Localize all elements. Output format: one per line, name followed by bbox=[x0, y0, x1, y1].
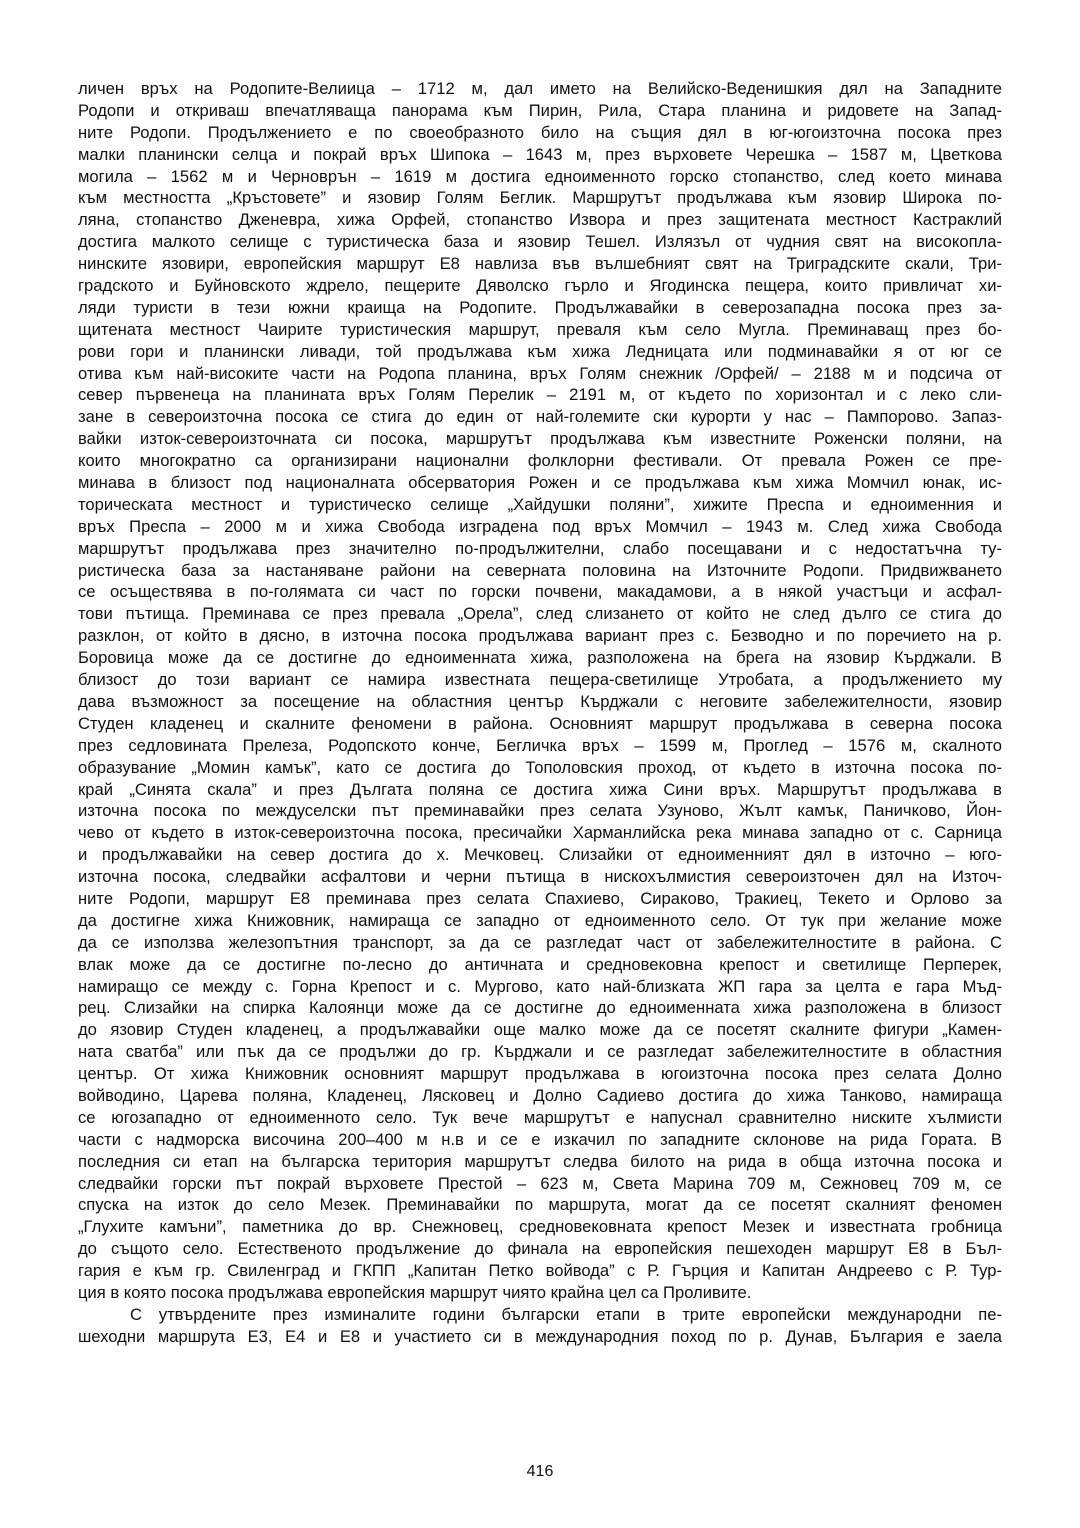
paragraph-1-line: влак може да се достигне по-лесно до античната и средновековна крепост и светилище Перперек, bbox=[78, 954, 1002, 974]
paragraph-1-line: близост до този вариант се намира известната пещера-светилище Утробата, а продължението му bbox=[78, 670, 1002, 690]
paragraph-1-line: гария е към гр. Свиленград и ГКПП „Капитан Петко войвода” с Р. Гърция и Капитан Андреево с Р. Тур- bbox=[78, 1261, 1002, 1281]
paragraph-1-line: източна посока по междуселски път преминавайки през селата Узуново, Жълт камък, Паничково, Йон- bbox=[78, 801, 1002, 821]
paragraph-1-line: ристическа база за настаняване райони на северната половина на Източните Родопи. Придвижването bbox=[78, 560, 1002, 580]
paragraph-1-line: личен връх на Родопите-Велиица – 1712 м, дал името на Велийско-Веденишкия дял на Западните bbox=[78, 79, 1002, 98]
paragraph-1-line: се осъществява в по-голямата си част по горски почвени, макадамови, а в някой участъци и асфал- bbox=[78, 582, 1002, 602]
paragraph-1-line: връх Преспа – 2000 м и хижа Свобода изградена под връх Момчил – 1943 м. След хижа Свобода bbox=[78, 516, 1002, 536]
paragraph-1-line: Студен кладенец и скалните феномени в района. Основният маршрут продължава в северна посока bbox=[78, 713, 1002, 733]
paragraph-1-line: до язовир Студен кладенец, а продължавайки още малко може да се посетят скалните фигури „Камен- bbox=[78, 1020, 1002, 1040]
paragraph-1-line: вайки изток-североизточната си посока, маршрутът продължава към известните Роженски поляни, на bbox=[78, 429, 1002, 449]
paragraph-1-line: разклон, от който в дясно, в източна посока продължава вариант през с. Безводно и по поречието на р. bbox=[78, 626, 1002, 646]
paragraph-1-line: дава възможност за посещение на областния център Кърджали с неговите забележителности, язовир bbox=[78, 691, 1002, 711]
paragraph-1-line: север първенеца на планината връх Голям Перелик – 2191 м, от където по хоризонтал и с леко сли- bbox=[78, 385, 1002, 405]
paragraph-1-line: Боровица може да се достигне до едноименната хижа, разположена на брега на язовир Кърджали. В bbox=[78, 648, 1002, 668]
paragraph-1-line: зане в североизточна посока се стига до един от най-големите ски курорти у нас – Пампорово. Запаз- bbox=[78, 407, 1002, 427]
paragraph-1-line: да достигне хижа Книжовник, намираща се западно от едноименното село. От тук при желание може bbox=[78, 910, 1002, 930]
paragraph-1-line: могила – 1562 м и Черноврън – 1619 м достига едноименното горско стопанство, след което минава bbox=[78, 166, 1002, 186]
paragraph-1-line: градското и Буйновското ждрело, пещерите Дяволско гърло и Ягодинска пещера, които привличат хи- bbox=[78, 276, 1002, 296]
paragraph-1-line: малки планински селца и покрай връх Шипока – 1643 м, през върховете Черешка – 1587 м, Цветкова bbox=[78, 144, 1002, 164]
paragraph-1-line: минава в близост под националната обсерватория Рожен и се продължава към хижа Момчил юнак, ис- bbox=[78, 473, 1002, 493]
paragraph-1-line: ляна, стопанство Дженевра, хижа Орфей, стопанство Извора и през защитената местност Кастраклий bbox=[78, 210, 1002, 230]
paragraph-1-line: да се използва железопътния транспорт, за да се разгледат част от забележителностите в района. С bbox=[78, 932, 1002, 952]
paragraph-1-line: войводино, Царева поляна, Кладенец, Лясковец и Долно Садиево достига до хижа Танково, намираща bbox=[78, 1085, 1002, 1105]
paragraph-1-line: и продължавайки на север достига до х. Мечковец. Слизайки от едноименният дял в източно – юго- bbox=[78, 845, 1002, 865]
paragraph-1-line: торическата местност и туристическо селище „Хайдушки поляни”, хижите Преспа и едноименния и bbox=[78, 494, 1002, 514]
paragraph-1-line: ните Родопи. Продължението е по своеобразното било на същия дял в юг-югоизточна посока през bbox=[78, 122, 1002, 142]
paragraph-1-line: източна посока, следвайки асфалтови и черни пътища в нискохълмистия североизточен дял на Източ- bbox=[78, 867, 1002, 887]
paragraph-1-line: „Глухите камъни”, паметника до вр. Снежновец, средновековната крепост Мезек и известната гробница bbox=[78, 1217, 1002, 1237]
paragraph-1-line: маршрутът продължава през значително по-продължителни, слабо посещавани и с недостатъчна ту- bbox=[78, 538, 1002, 558]
paragraph-1-line: които многократно са организирани национални фолклорни фестивали. От превала Рожен се пре- bbox=[78, 451, 1002, 471]
paragraph-1-line: рови гори и планински ливади, той продължава към хижа Ледницата или подминавайки я от юг се bbox=[78, 341, 1002, 361]
paragraph-1-line: намиращо се между с. Горна Крепост и с. Мургово, като най-близката ЖП гара за целта е гара Мъд- bbox=[78, 976, 1002, 996]
body-text bbox=[78, 78, 1002, 1348]
paragraph-1-line: ната сватба” или пък да се продължи до гр. Кърджали и се разгледат забележителностите в областния bbox=[78, 1042, 1002, 1062]
paragraph-1-line: достига малкото селище с туристическа база и язовир Тешел. Излязъл от чудния свят на високопла- bbox=[78, 232, 1002, 252]
paragraph-1-line: образувание „Момин камък”, като се достига до Тополовския проход, от където в източна посока по- bbox=[78, 757, 1002, 777]
paragraph-1-line: чево от където в изток-североизточна посока, пресичайки Харманлийска река минава западно от с. Сарница bbox=[78, 823, 1002, 843]
paragraph-1-line: край „Синята скала” и през Дългата поляна се достига хижа Сини връх. Маршрутът продължава в bbox=[78, 779, 1002, 799]
paragraph-2-line: С утвърдените през изминалите години български етапи в трите европейски международни пе- bbox=[130, 1304, 1002, 1324]
paragraph-1-line: спуска на изток до село Мезек. Преминавайки по маршрута, могат да се посетят скалният феномен bbox=[78, 1195, 1002, 1215]
paragraph-1-line: нинските язовири, европейския маршрут Е8 навлиза във вълшебният свят на Триградските скали, Три- bbox=[78, 254, 1002, 274]
paragraph-1-line: рец. Слизайки на спирка Калоянци може да се достигне до едноименната хижа разположена в близост bbox=[78, 998, 1002, 1018]
paragraph-1-line: последния си етап на българска територия маршрутът следва билото на рида в обща източна посока и bbox=[78, 1151, 1002, 1171]
paragraph-1-line: ните Родопи, маршрут Е8 преминава през селата Спахиево, Сираково, Тракиец, Текето и Орлово за bbox=[78, 888, 1002, 908]
page-number: 416 bbox=[526, 1463, 554, 1480]
paragraph-1-line: следвайки горски път покрай върховете Престой – 623 м, Света Марина 709 м, Сежновец 709 м, се bbox=[78, 1173, 1002, 1193]
paragraph-1-line: Родопи и откриваш впечатляваща панорама към Пирин, Рила, Стара планина и ридовете на Запад- bbox=[78, 100, 1002, 120]
paragraph-1-line: тови пътища. Преминава се през превала „Орела”, след слизането от който не след дълго се стига до bbox=[78, 604, 1002, 624]
paragraph-1-line: ляди туристи в тези южни краища на Родопите. Продължавайки в северозападна посока през за- bbox=[78, 297, 1002, 317]
paragraph-1-line: към местността „Кръстовете” и язовир Голям Беглик. Маршрутът продължава към язовир Широка по- bbox=[78, 188, 1002, 208]
paragraph-1-line: части с надморска височина 200–400 м н.в и се е изкачил по западните склонове на рида Гората. В bbox=[78, 1129, 1002, 1149]
paragraph-1-line: отива към най-високите части на Родопа планина, връх Голям снежник /Орфей/ – 2188 м и подсича от bbox=[78, 363, 1002, 383]
paragraph-1-line: до същото село. Естественото продължение до финала на европейския пешеходен маршрут Е8 в Бъл- bbox=[78, 1239, 1002, 1259]
paragraph-1-line: ция в която посока продължава европейския маршрут чиято крайна цел са Проливите. bbox=[78, 1282, 752, 1302]
paragraph-1-line: се югозападно от едноименното село. Тук вече маршрутът е напуснал сравнително ниските хълмисти bbox=[78, 1107, 1002, 1127]
paragraph-1-line: през седловината Прелеза, Родопското конче, Бегличка връх – 1599 м, Проглед – 1576 м, скалното bbox=[78, 735, 1002, 755]
paragraph-2-line: шеходни маршрута Е3, Е4 и Е8 и участието си в международния поход по р. Дунав, България е заела bbox=[78, 1326, 1002, 1346]
paragraph-1-line: щитената местност Чаирите туристическия маршрут, преваля към село Мугла. Преминаващ през бо- bbox=[78, 319, 1002, 339]
paragraph-1-line: център. От хижа Книжовник основният маршрут продължава в югоизточна посока през селата Долно bbox=[78, 1064, 1002, 1084]
